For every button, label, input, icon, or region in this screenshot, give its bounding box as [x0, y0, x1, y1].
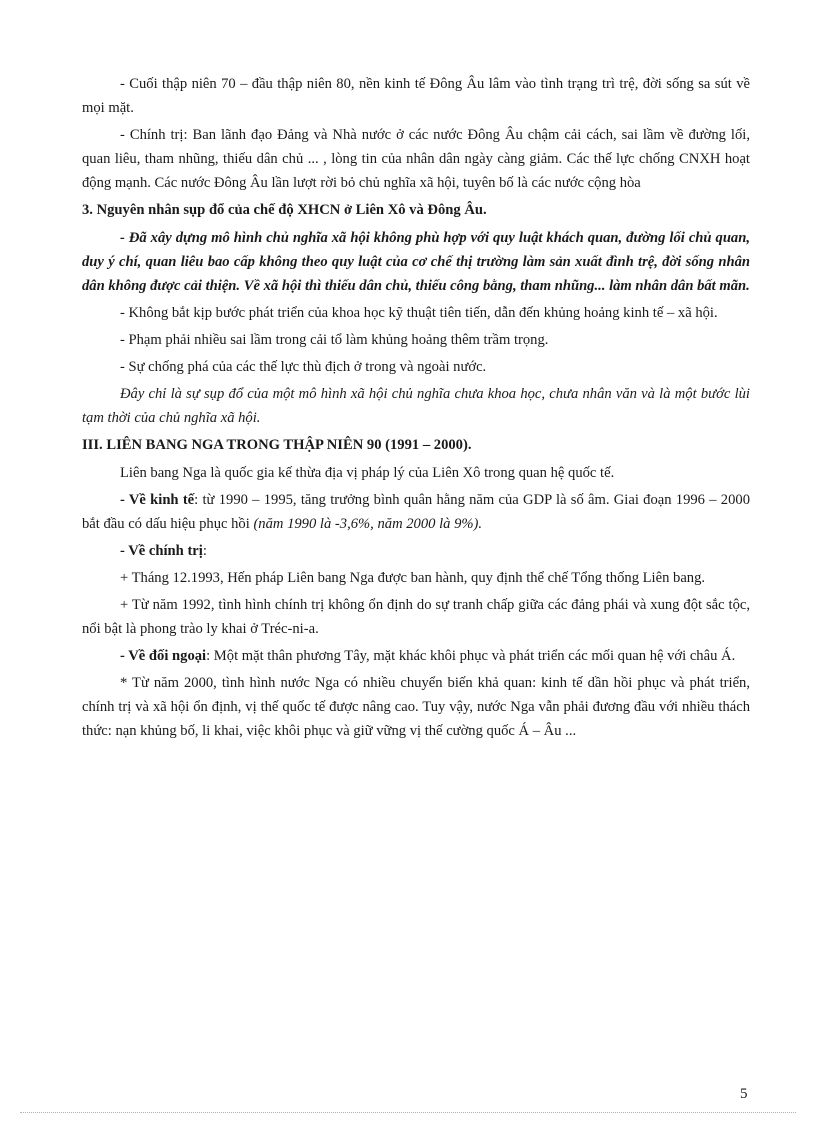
page-number: 5	[740, 1086, 748, 1102]
text-politics-colon: :	[202, 543, 207, 559]
paragraph-economy-decline: - Cuối thập niên 70 – đầu thập niên 80, nền kinh tế Đông Âu lâm vào tình trạng trì trệ, đời sống sa sút về mọi mặt.	[82, 76, 750, 116]
footer-divider	[20, 1112, 796, 1113]
paragraph-politics: - Chính trị: Ban lãnh đạo Đảng và Nhà nước ở các nước Đông Âu chậm cải cách, sai lầm về đường lối, quan liêu, tham nhũng, thiếu dân chủ ... , lòng tin của nhân dân ngày càng giảm. Các thế lực chống CNXH hoạt động mạnh. Các nước Đông Âu lần lượt rời bỏ chủ nghĩa xã hội, tuyên bố là các nước cộng hòa	[82, 127, 750, 191]
paragraph-russia-politics	[82, 539, 750, 563]
document-body	[82, 72, 750, 746]
paragraph-russia-foreign	[82, 644, 750, 668]
paragraph-cause-hostile-forces: - Sự chống phá của các thế lực thù địch ở trong và ngoài nước.	[120, 359, 487, 375]
label-politics: - Về chính trị	[120, 543, 203, 559]
text-economy: : từ 1990 – 1995, tăng trưởng bình quân hằng năm của GDP là số âm. Giai đoạn 1996 – 2000 bắt đầu có dấu hiệu phục hồi	[82, 492, 750, 532]
paragraph-constitution: + Tháng 12.1993, Hến pháp Liên bang Nga được ban hành, quy định thể chế Tổng thống Liên bang.	[120, 570, 706, 586]
section-heading-causes: 3. Nguyên nhân sụp đổ của chế độ XHCN ở Liên Xô và Đông Âu.	[82, 202, 487, 218]
section-heading-russia: III. LIÊN BANG NGA TRONG THẬP NIÊN 90 (1991 – 2000).	[82, 437, 472, 453]
text-economy-figures: (năm 1990 là -3,6%, năm 2000 là 9%).	[253, 516, 483, 532]
paragraph-russia-economy	[82, 488, 750, 536]
paragraph-cause-model: - Đã xây dựng mô hình chủ nghĩa xã hội không phù hợp với quy luật khách quan, đường lối chủ quan, duy ý chí, quan liêu bao cấp không theo quy luật của cơ chế thị trường làm sản xuất đình trệ, đời sống nhân dân không được cải thiện. Về xã hội thì thiếu dân chủ, thiếu công bằng, tham nhũng... làm nhân dân bất mãn.	[82, 230, 750, 294]
paragraph-cause-reform-errors: - Phạm phải nhiều sai lầm trong cải tổ làm khủng hoảng thêm trầm trọng.	[120, 332, 549, 348]
paragraph-conclusion: Đây chỉ là sự sụp đổ của một mô hình xã hội chủ nghĩa chưa khoa học, chưa nhân văn và là một bước lùi tạm thời của chủ nghĩa xã hội.	[82, 386, 750, 426]
paragraph-cause-technology: - Không bắt kịp bước phát triển của khoa học kỹ thuật tiên tiến, dẫn đến khủng hoảng kinh tế – xã hội.	[120, 305, 718, 321]
label-foreign: - Về đối ngoại	[120, 648, 207, 664]
paragraph-russia-2000: * Từ năm 2000, tình hình nước Nga có nhiều chuyển biến khả quan: kinh tế dần hồi phục và phát triển, chính trị và xã hội ổn định, vị thế quốc tế được nâng cao. Tuy vậy, nước Nga vẫn phải đương đầu với nhiều thách thức: nạn khủng bố, li khai, việc khôi phục và giữ vững vị thế cường quốc Á – Âu ...	[82, 675, 750, 739]
text-foreign: : Một mặt thân phương Tây, mặt khác khôi phục và phát triển các mối quan hệ với châu Á.	[206, 648, 736, 664]
paragraph-instability: + Từ năm 1992, tình hình chính trị không ổn định do sự tranh chấp giữa các đảng phái và xung đột sắc tộc, nổi bật là phong trào ly khai ở Tréc-ni-a.	[82, 597, 750, 637]
paragraph-russia-successor: Liên bang Nga là quốc gia kế thừa địa vị pháp lý của Liên Xô trong quan hệ quốc tế.	[120, 465, 615, 481]
label-economy: - Về kinh tế	[120, 492, 195, 508]
